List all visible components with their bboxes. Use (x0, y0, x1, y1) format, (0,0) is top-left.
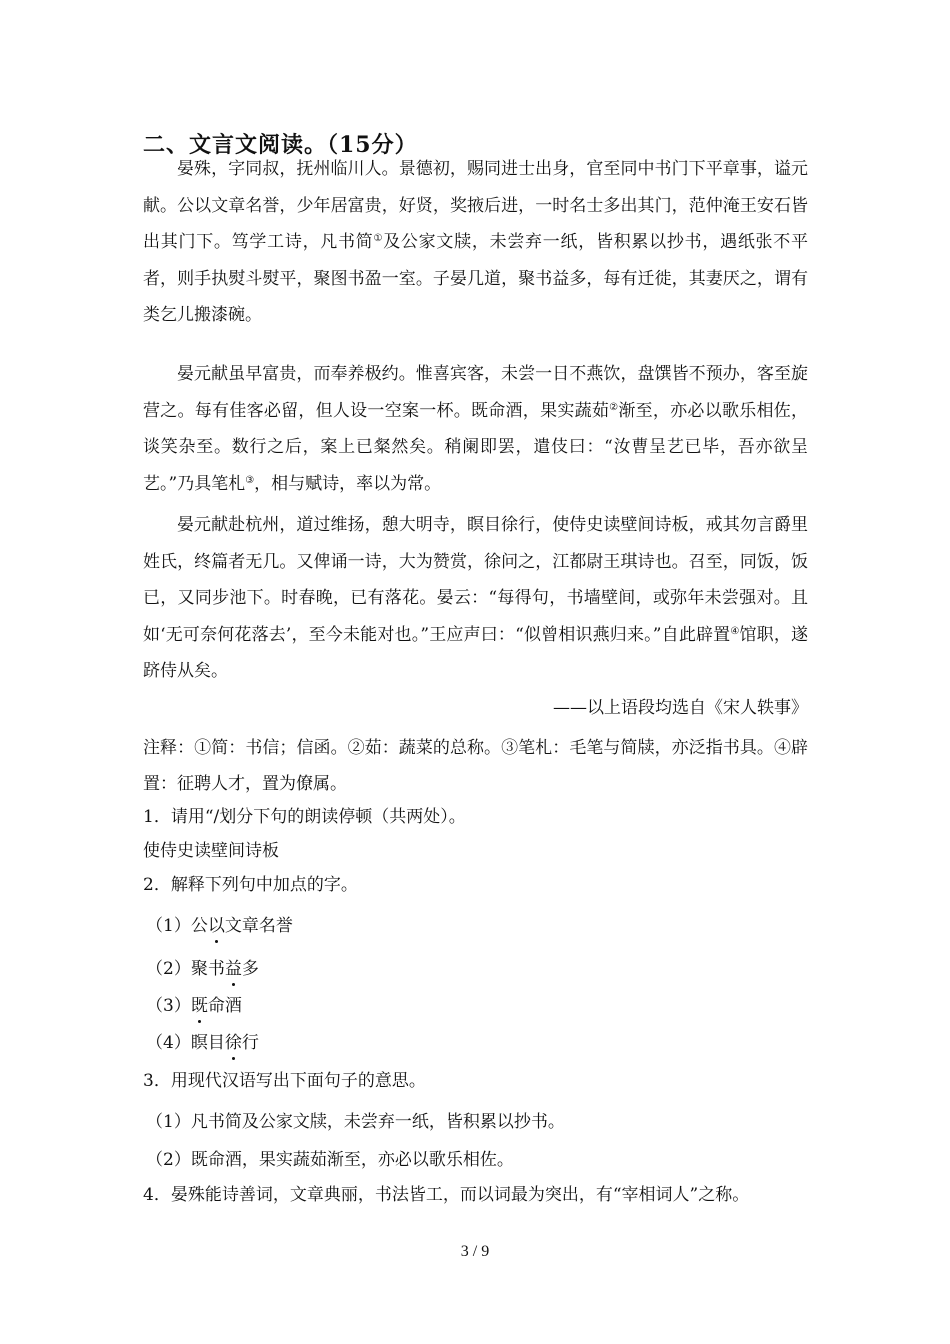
question-3-item: （2）既命酒，果实蔬茹渐至，亦必以歌乐相佐。 (146, 1150, 514, 1170)
dotted-character: 益 (225, 956, 242, 982)
item-text: 命酒 (207, 996, 242, 1016)
passage-source: ——以上语段均选自《宋人轶事》 (553, 698, 808, 718)
item-text: 多 (241, 959, 259, 979)
paragraph-text: 晏元献虽早富贵，而奉养极约。惟喜宾客，未尝一日不燕饮，盘馔皆不预办，客至旋营之。每有佳客必留，但人设一空案一杯。既命酒，果实蔬茹 (143, 364, 808, 421)
passage-paragraph-2 (143, 356, 808, 502)
question-1-sentence: 使侍史读壁间诗板 (143, 841, 279, 861)
passage-paragraph-1 (143, 151, 808, 334)
question-3-item: （1）凡书简及公家文牍，未尝弃一纸，皆积累以抄书。 (146, 1112, 565, 1132)
item-text: （1）公 (146, 916, 208, 936)
question-2-item (146, 1030, 259, 1056)
section-title: 二、文言文阅读。（15分） (143, 132, 418, 158)
footnote-marker-3: ③ (245, 474, 255, 486)
annotations: 注释：①简：书信；信函。②茹：蔬菜的总称。③笔札：毛笔与简牍，亦泛指书具。④辟置：征聘人才，置为僚属。 (143, 738, 808, 794)
paragraph-text: 晏元献赴杭州，道过维扬，憩大明寺，瞑目徐行，使侍史读壁间诗板，戒其勿言爵里姓氏，终篇者无几。又俾诵一诗，大为赞赏，徐问之，江都尉王琪诗也。召至，同饭，饭已，又同步池下。时春晚，已有落花。晏云：“每得句，书墙壁间，或弥年未尝强对。且如‘无可奈何花落去’，至今未能对也。”王应声曰：“似曾相识燕归来。”自此辟置 (143, 515, 808, 645)
page-number: 3 / 9 (460, 1243, 490, 1260)
item-text: （4）瞑目 (146, 1033, 225, 1053)
question-1: 1．请用“/划分下句的朗读停顿（共两处）。 (143, 807, 466, 827)
paragraph-text: 晏殊，字同叔，抚州临川人。景德初，赐同进士出身，官至同中书门下平章事，谥元献。公以文章名誉，少年居富贵，好贤，奖掖后进，一时名士多出其门，范仲淹王安石皆出其门下。笃学工诗，凡书简 (143, 159, 808, 252)
paragraph-text: 馆职，遂跻侍从矣。 (143, 624, 808, 681)
paragraph-text: 渐至，亦必以歌乐相佐， 谈笑杂至。数行之后，案上已粲然矣。稍阑即罢，遣伎曰：“汝曹呈艺已毕，吾亦欲呈艺。”乃具笔札 (143, 400, 809, 494)
dotted-character: 徐 (225, 1030, 242, 1056)
question-2-item (146, 993, 242, 1019)
item-text: （3） (146, 996, 191, 1016)
item-text: 文章名誉 (224, 916, 293, 936)
paragraph-text: 及公家文牍，未尝弃一纸，皆积累以抄书，遇纸张不平者，则手执熨斗熨平，聚图书盈一室。子晏几道，聚书益多，每有迁徙，其妻厌之，谓有类乞儿搬漆碗。 (143, 232, 809, 325)
passage-paragraph-3 (143, 507, 808, 690)
dotted-character: 以 (208, 913, 225, 939)
item-text: （2）聚书 (146, 959, 225, 979)
question-3: 3．用现代汉语写出下面句子的意思。 (143, 1071, 426, 1091)
dotted-character: 既 (191, 993, 208, 1019)
question-2-item (146, 913, 293, 939)
question-4: 4．晏殊能诗善词，文章典丽，书法皆工，而以词最为突出，有“宰相词人”之称。 (143, 1185, 750, 1205)
item-text: 行 (241, 1033, 259, 1053)
footnote-marker-2: ② (609, 401, 619, 413)
footnote-marker-1: ① (373, 233, 384, 244)
paragraph-text: ，相与赋诗，率以为常。 (254, 473, 442, 494)
question-2-item (146, 956, 259, 982)
footnote-marker-4: ④ (730, 625, 740, 637)
question-2: 2．解释下列句中加点的字。 (143, 875, 358, 895)
